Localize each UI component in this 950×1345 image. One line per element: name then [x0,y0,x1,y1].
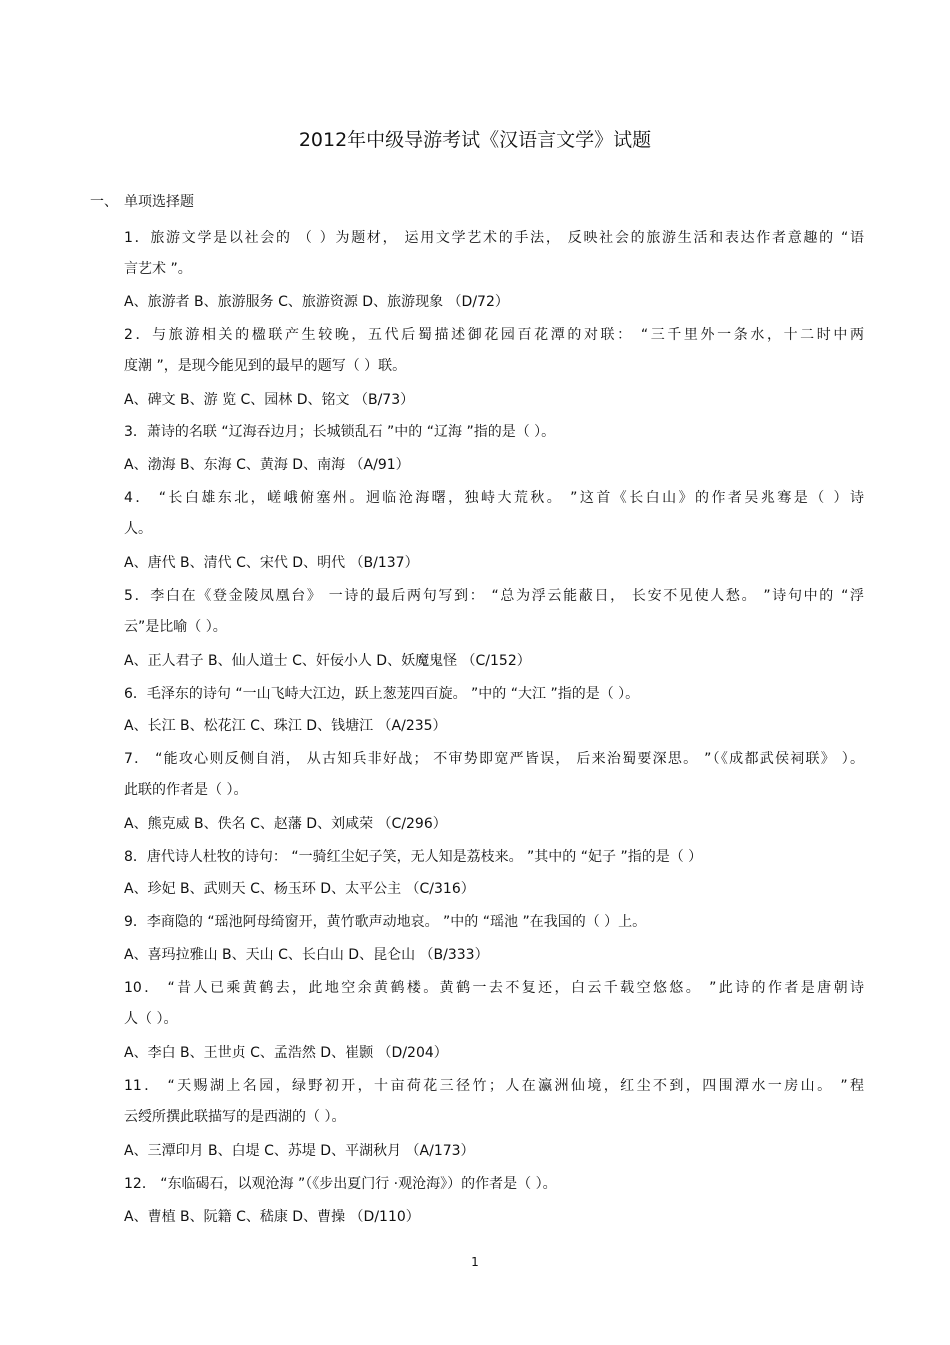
section-number: 一、 [90,194,118,210]
text-line: 人（ ）。 [124,1011,178,1027]
text-line: 度潮 ”，是现今能见到的最早的题写（ ）联。 [124,358,407,374]
text-line: 9．李商隐的 “瑶池阿母绮窗开，黄竹歌声动地哀。 ”中的 “瑶池 ”在我国的（ ）上。 [124,914,647,930]
text-line: A、喜玛拉雅山 B、天山 C、长白山 D、昆仑山 （B/333） [124,947,489,963]
text-line: 4． “长白雄东北，嵯峨俯塞州。迥临沧海曙，独峙大荒秋。 ”这首《长白山》的作者吴兆骞是（ ）诗 [124,490,864,506]
text-line: A、长江 B、松花江 C、珠江 D、钱塘江 （A/235） [124,718,447,734]
text-line: 言艺术 ”。 [124,261,192,277]
text-line: 12． “东临碣石，以观沧海 ”（《步出夏门行 ·观沧海》）的作者是（ ）。 [124,1176,557,1192]
section-heading [90,192,194,212]
text-line: A、熊克威 B、佚名 C、赵藩 D、刘咸荣 （C/296） [124,816,447,832]
text-line: A、珍妃 B、武则天 C、杨玉环 D、太平公主 （C/316） [124,881,475,897]
text-line: A、碑文 B、游 览 C、园林 D、铭文 （B/73） [124,392,415,408]
text-line: 云”是比喻（ ）。 [124,619,227,635]
text-line: 7． “能攻心则反侧自消， 从古知兵非好战； 不审势即宽严皆误， 后来治蜀要深思。 ”（《成都武侯祠联》 ）。 [124,751,864,767]
text-line: 1．旅游文学是以社会的 （ ）为题材， 运用文学艺术的手法， 反映社会的旅游生活和表达作者意趣的 “语 [124,230,864,246]
text-line: A、李白 B、王世贞 C、孟浩然 D、崔颢 （D/204） [124,1045,448,1061]
page-number: 1 [471,1255,479,1269]
text-line: 云绶所撰此联描写的是西湖的（ ）。 [124,1109,346,1125]
section-label: 单项选择题 [124,194,194,210]
text-line: A、唐代 B、清代 C、宋代 D、明代 （B/137） [124,555,419,571]
text-line: 5．李白在《登金陵凤凰台》 一诗的最后两句写到： “总为浮云能蔽日， 长安不见使人愁。 ”诗句中的 “浮 [124,588,864,604]
text-line: 11． “天赐湖上名园，绿野初开，十亩荷花三径竹；人在瀛洲仙境，红尘不到，四围潭水一房山。 ”程 [124,1078,864,1094]
text-line: A、渤海 B、东海 C、黄海 D、南海 （A/91） [124,457,410,473]
text-line: 此联的作者是（ ）。 [124,782,248,798]
text-line: A、正人君子 B、仙人道士 C、奸佞小人 D、妖魔鬼怪 （C/152） [124,653,531,669]
text-line: 8．唐代诗人杜牧的诗句： “一骑红尘妃子笑，无人知是荔枝来。 ”其中的 “妃子 ”指的是（ ） [124,849,703,865]
text-line: 3．萧诗的名联 “辽海吞边月；长城锁乱石 ”中的 “辽海 ”指的是（ ）。 [124,424,556,440]
text-line: 人。 [124,521,152,537]
document-title: 2012年中级导游考试《汉语言文学》试题 [298,129,652,151]
text-line: 2．与旅游相关的楹联产生较晚，五代后蜀描述御花园百花潭的对联： “三千里外一条水，十二时中两 [124,327,864,343]
text-line: 10． “昔人已乘黄鹤去，此地空余黄鹤楼。黄鹤一去不复还，白云千载空悠悠。 ”此诗的作者是唐朝诗 [124,980,864,996]
text-line: A、曹植 B、阮籍 C、嵇康 D、曹操 （D/110） [124,1209,420,1225]
text-line: A、旅游者 B、旅游服务 C、旅游资源 D、旅游现象 （D/72） [124,294,509,310]
text-line: 6．毛泽东的诗句 “一山飞峙大江边，跃上葱茏四百旋。 ”中的 “大江 ”指的是（ ）。 [124,686,640,702]
text-line: A、三潭印月 B、白堤 C、苏堤 D、平湖秋月 （A/173） [124,1143,475,1159]
